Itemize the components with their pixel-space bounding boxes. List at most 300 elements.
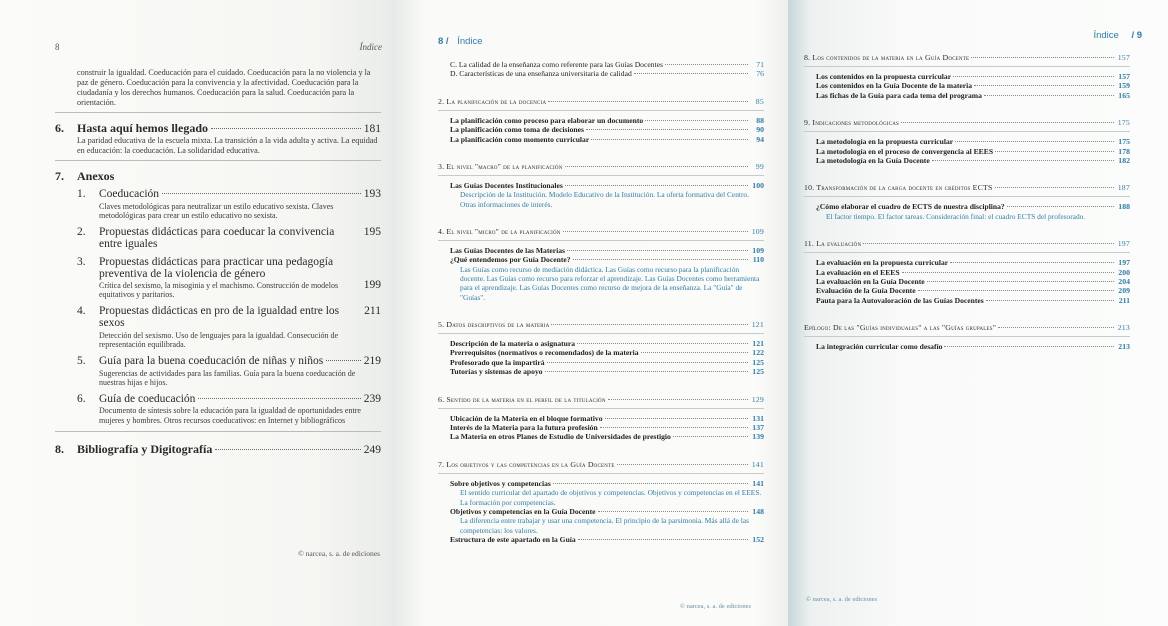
leader-dots: [548, 101, 748, 102]
annex-item: [77, 355, 381, 388]
annex-item: [77, 305, 381, 350]
entry-page: 88: [756, 115, 764, 125]
chapter-number: 6.: [55, 121, 64, 135]
toc-entry: [450, 423, 764, 432]
leader-dots: [567, 250, 748, 251]
annex-title: Propuestas didácticas para practicar una pedagogía preventiva de la violencia de género: [99, 255, 334, 281]
section-entries: [438, 479, 764, 544]
entry-page: 152: [752, 534, 764, 544]
section-heading-text: 10. Transformación de la carga docente en créditos ECTS: [804, 183, 993, 193]
annex-body: [99, 226, 381, 251]
leader-dots: [971, 57, 1114, 58]
toc-entry: [816, 286, 1130, 295]
section-page: 175: [1117, 118, 1130, 128]
entry-page: 131: [752, 413, 764, 423]
leader-dots: [565, 185, 748, 186]
section-page: 85: [755, 96, 764, 106]
toc-section: [438, 227, 764, 320]
entry-text: La metodología en el proceso de convergencia al EEES: [816, 146, 994, 156]
leader-dots: [573, 259, 748, 260]
divider: [438, 110, 764, 111]
left-book-page: [0, 0, 392, 626]
leader-dots: [565, 166, 748, 167]
toc-entry: [816, 277, 1130, 286]
entry-page: 200: [1118, 267, 1130, 277]
toc-entry: [816, 202, 1130, 211]
entry-text: La evaluación en el EEES: [816, 267, 900, 277]
annex-body: [99, 188, 381, 221]
spacer: [804, 352, 1130, 370]
entry-page: 100: [752, 181, 764, 191]
entry-page: 76: [756, 69, 764, 79]
leader-dots: [326, 360, 361, 361]
entry-page: 148: [752, 506, 764, 516]
divider: [438, 240, 764, 241]
entry-text: Ubicación de la Materia en el bloque formativo: [450, 413, 603, 423]
toc-section: [438, 162, 764, 227]
toc-entry: [816, 81, 1130, 90]
section-entries: [438, 116, 764, 144]
leader-dots: [932, 160, 1114, 161]
entry-text: Objetivos y competencias en la Guía Docente: [450, 506, 596, 516]
toc-list: [804, 53, 1130, 370]
entry-text: La planificación como toma de decisiones: [450, 125, 584, 135]
annex-description: Crítica del sexismo, la misoginia y el machismo. Construcción de modelos equitativos y paritarios.: [99, 280, 339, 300]
annex-item: [77, 393, 381, 426]
leader-dots: [617, 464, 748, 465]
annex-number: 4.: [77, 304, 86, 317]
leader-dots: [547, 362, 748, 363]
annex-page: 219: [363, 355, 381, 368]
annex-description: Documento de síntesis sobre la educación para la igualdad de oportunidades entre mujeres y hombres. Otros recursos coeducativos: en Internet y bibliográficos: [99, 406, 361, 425]
section-page: 129: [751, 394, 764, 404]
toc-section: [438, 395, 764, 460]
annex-body: [99, 355, 381, 388]
annex-title: Propuestas didácticas para coeducar la convivencia entre iguales: [99, 225, 335, 251]
chapter-6: [55, 121, 381, 136]
entry-description: El sentido curricular del apartado de objetivos y competencias. Objetivos y competencias en el EEES. La formación por competencias.: [460, 488, 762, 507]
section-heading: [804, 323, 1130, 333]
annex-item: [77, 256, 381, 300]
section-heading-text: 8. Los contenidos de la materia en la Guía Docente: [804, 53, 970, 62]
leader-dots: [998, 327, 1114, 328]
entry-page: 94: [756, 134, 764, 144]
leader-dots: [665, 64, 748, 65]
leader-dots: [591, 139, 748, 140]
entry-text: C. La calidad de la enseñanza como referente para las Guías Docentes: [450, 60, 663, 69]
annex-body: [99, 305, 381, 350]
entry-page: 188: [1118, 202, 1130, 212]
leader-dots: [551, 324, 748, 325]
spacer: [804, 165, 1130, 183]
entry-page: 211: [1118, 295, 1130, 305]
page-footer: © narcea, s. a. de ediciones: [806, 596, 877, 603]
entry-text: Las Guías Docentes Institucionales: [450, 181, 563, 191]
toc-entry: [450, 535, 764, 544]
leader-dots: [902, 272, 1114, 273]
entry-page: 213: [1118, 342, 1130, 352]
toc-entry: [816, 91, 1130, 100]
page-number: 8: [55, 42, 60, 52]
toc-entry: [450, 255, 764, 264]
annex-title: Coeducación: [99, 188, 160, 200]
entry-text: La planificación como proceso para elaborar un documento: [450, 115, 644, 125]
section-entries: [804, 342, 1130, 351]
annex-page: 199: [363, 278, 381, 291]
toc-section: [804, 239, 1130, 323]
divider: [804, 252, 1130, 253]
entry-page: 157: [1118, 72, 1130, 81]
section-heading: [804, 239, 1130, 249]
right-book-page: [788, 0, 1168, 626]
section-heading: [438, 460, 764, 470]
spacer: [438, 209, 764, 227]
leader-dots: [641, 352, 748, 353]
chapter-number: 8.: [55, 442, 64, 457]
leader-dots: [995, 151, 1114, 152]
entry-text: Tutorías y sistemas de apoyo: [450, 367, 543, 377]
entry-description: Las Guías como recurso de mediación didáctica. Las Guías como recurso para la planificación docente. Las Guías como recurso para reforzar el aprendizaje. Las Guías Docentes como herramienta para el aprendizaje. Las Guías Docentes como recurso de mejora de la enseñanza. La "Guía" de "Guías".: [460, 264, 760, 302]
spacer: [804, 305, 1130, 323]
toc-section: [804, 323, 1130, 369]
toc-entry: [450, 348, 764, 357]
section-page: 109: [751, 227, 764, 237]
entry-page: 110: [752, 255, 764, 265]
section-heading: [804, 118, 1130, 128]
entry-text: Los contenidos en la Guía Docente de la materia: [816, 81, 973, 91]
entry-page: 71: [756, 60, 764, 69]
section-heading: [804, 53, 1130, 63]
section-entries: [438, 60, 764, 79]
section-heading: [804, 183, 1130, 193]
section-title: Índice: [1093, 30, 1119, 41]
chapter-8: [55, 442, 381, 457]
entry-page: 159: [1118, 81, 1130, 91]
section-heading-text: 7. Los objetivos y las competencias en la Guía Docente: [438, 459, 615, 469]
page-header: [1093, 30, 1142, 41]
leader-dots: [974, 85, 1114, 86]
annex-number: 3.: [77, 255, 86, 268]
section-entries: [438, 414, 764, 442]
annex-item: [77, 188, 381, 221]
entry-page: 125: [752, 367, 764, 377]
entry-text: Profesorado que la impartirá: [450, 357, 545, 367]
entry-text: D. Características de una enseñanza universitaria de calidad: [450, 69, 632, 79]
annex-title: Guía para la buena coeducación de niñas y niños: [99, 355, 324, 368]
continued-description: construir la igualdad. Coeducación para el cuidado. Coeducación para la no violencia y la paz de género. Coeducación para la convivencia y la afectividad. Coeducación para la ciudadanía y los derechos humanos. Coeducación para la salud. Coeducación para la orientación.: [77, 68, 371, 107]
spacer: [438, 442, 764, 460]
leader-dots: [634, 73, 748, 74]
leader-dots: [950, 262, 1114, 263]
toc-entry: [816, 342, 1130, 351]
toc-entry: [816, 268, 1130, 277]
divider: [804, 66, 1130, 67]
toc-body: [55, 68, 381, 457]
leader-dots: [953, 76, 1114, 77]
divider: [55, 431, 381, 432]
leader-dots: [545, 371, 748, 372]
entry-text: La planificación como momento curricular: [450, 134, 590, 144]
leader-dots: [984, 95, 1114, 96]
entry-page: 209: [1118, 286, 1130, 296]
divider: [438, 408, 764, 409]
entry-text: Los contenidos en la propuesta curricular: [816, 72, 952, 81]
leader-dots: [211, 128, 361, 129]
entry-page: 141: [752, 478, 764, 488]
entry-text: Interés de la Materia para la futura profesión: [450, 423, 598, 433]
annex-description: Detección del sexismo. Uso de lenguajes para la igualdad. Consecución de representación equilibrada.: [99, 330, 339, 350]
page-footer: © narcea, s. a. de ediciones: [680, 603, 751, 610]
section-entries: [804, 258, 1130, 305]
leader-dots: [578, 539, 748, 540]
entry-description: Descripción de la Institución. Modelo Educativo de la Institución. La oferta formativa del Centro. Otras informaciones de interés.: [460, 190, 749, 209]
chapter-title: Bibliografía y Digitografía: [77, 442, 213, 457]
annex-title: Propuestas didácticas en pro de la igualdad entre los sexos: [99, 304, 340, 330]
entry-page: 137: [752, 423, 764, 433]
section-heading: [438, 395, 764, 405]
leader-dots: [944, 346, 1114, 347]
divider: [55, 160, 381, 161]
divider: [55, 112, 381, 113]
annex-number: 5.: [77, 355, 86, 368]
entry-text: La metodología en la Guía Docente: [816, 156, 930, 166]
entry-text: Las fichas de la Guía para cada tema del programa: [816, 90, 982, 100]
section-title: Índice: [359, 42, 382, 52]
chapter-number: 7.: [55, 169, 64, 183]
section-heading-text: 4. El nivel "micro" de la planificación: [438, 227, 561, 237]
section-page: 157: [1117, 53, 1130, 62]
entry-text: La Materia en otros Planes de Estudio de Universidades de prestigio: [450, 432, 671, 442]
toc-entry: [816, 72, 1130, 81]
toc-entry: [816, 258, 1130, 267]
leader-dots: [1007, 206, 1114, 207]
chapter-description: La paridad educativa de la escuela mixta. La transición a la vida adulta y activa. La equidad en educación: la coeducación. La solidaridad educativa.: [77, 136, 378, 155]
leader-dots: [995, 187, 1114, 188]
leader-dots: [600, 427, 748, 428]
chapter-page: 249: [363, 444, 381, 457]
toc-section: [438, 460, 764, 562]
section-heading: [438, 227, 764, 237]
leader-dots: [162, 193, 361, 194]
divider: [804, 196, 1130, 197]
leader-dots: [955, 141, 1114, 142]
entry-text: ¿Qué entendemos por Guía Docente?: [450, 255, 571, 265]
spacer: [438, 302, 764, 320]
entry-page: 175: [1118, 137, 1130, 147]
section-entries: [804, 202, 1130, 221]
toc-entry: [816, 137, 1130, 146]
chapter-page: 181: [363, 123, 381, 135]
entry-description: La diferencia entre trabajar y usar una competencia. El principio de la parsimonia. Más allá de las competencias: los valores.: [460, 516, 749, 535]
annex-title-row: [99, 256, 381, 281]
annex-number: 2.: [77, 225, 86, 238]
section-heading-text: 9. Indicaciones metodológicas: [804, 118, 899, 128]
page-footer: © narcea, s. a. de ediciones: [298, 549, 380, 558]
section-title: Índice: [457, 36, 483, 47]
entry-text: La metodología en la propuesta curricular: [816, 137, 954, 147]
entry-page: 122: [752, 348, 764, 358]
section-page: 141: [751, 459, 764, 469]
section-entries: [438, 181, 764, 209]
entry-text: Las Guías Docentes de las Materias: [450, 246, 565, 256]
entry-text: Descripción de la materia o asignatura: [450, 339, 576, 349]
entry-page: 165: [1118, 90, 1130, 100]
toc-section: [804, 53, 1130, 118]
toc-entry: [450, 135, 764, 144]
annex-page: 193: [363, 188, 381, 200]
toc-entry: [450, 181, 764, 190]
annex-description: Sugerencias de actividades para las familias. Guía para la buena coeducación de nuestras hijas e hijos.: [99, 368, 356, 388]
entry-page: 197: [1118, 258, 1130, 268]
entry-page: 109: [752, 246, 764, 256]
leader-dots: [598, 511, 748, 512]
annex-description-row: [99, 278, 381, 300]
section-entries: [804, 137, 1130, 165]
divider: [804, 131, 1130, 132]
section-heading: [438, 97, 764, 107]
annex-body: [99, 393, 381, 426]
entry-page: 90: [756, 125, 764, 135]
divider: [804, 336, 1130, 337]
annex-page: 239: [363, 392, 381, 405]
section-heading-text: 2. La planificación de la docencia: [438, 96, 547, 106]
toc-entry: [450, 246, 764, 255]
leader-dots: [986, 300, 1114, 301]
toc-entry: [450, 116, 764, 125]
chapter-title: Anexos: [77, 169, 115, 183]
annex-title-row: [99, 305, 381, 330]
entry-page: 204: [1118, 276, 1130, 286]
spacer: [438, 144, 764, 162]
entry-text: Estructura de este apartado en la Guía: [450, 534, 576, 544]
section-heading-text: 6. Sentido de la materia en el perfil de la titulación: [438, 394, 606, 404]
annex-title-row: [99, 393, 381, 406]
leader-dots: [198, 398, 360, 399]
leader-dots: [608, 399, 748, 400]
toc-entry: [816, 296, 1130, 305]
toc-entry: [450, 507, 764, 516]
leader-dots: [918, 290, 1114, 291]
spacer: [438, 544, 764, 562]
annex-page: 195: [363, 225, 381, 238]
divider: [438, 333, 764, 334]
section-page: 99: [755, 162, 764, 172]
annex-list: [77, 188, 381, 425]
section-heading-text: Epílogo: De las "Guías individuales" a las "Guías grupales": [804, 323, 997, 333]
leader-dots: [553, 483, 748, 484]
leader-dots: [901, 122, 1114, 123]
leader-dots: [215, 449, 360, 450]
leader-dots: [577, 343, 748, 344]
leader-dots: [605, 418, 749, 419]
annex-number: 1.: [77, 188, 86, 200]
leader-dots: [863, 243, 1114, 244]
spacer: [438, 79, 764, 97]
section-heading: [438, 320, 764, 330]
spacer: [438, 377, 764, 395]
leader-dots: [673, 436, 748, 437]
page-number: 8 /: [438, 36, 449, 47]
center-book-page: [392, 0, 788, 626]
annex-title-row: [99, 226, 381, 251]
section-entries: [804, 72, 1130, 100]
entry-page: 139: [752, 432, 764, 442]
section-page: 213: [1117, 323, 1130, 333]
entry-text: Prerrequisitos (normativos o recomendados) de la materia: [450, 348, 639, 358]
toc-entry: [816, 147, 1130, 156]
entry-page: 182: [1118, 156, 1130, 166]
toc-entry: [450, 125, 764, 134]
section-page: 121: [751, 320, 764, 330]
annex-page: 211: [364, 304, 381, 317]
toc-entry: [450, 339, 764, 348]
entry-page: 125: [752, 357, 764, 367]
toc-entry: [450, 414, 764, 423]
toc-entry: [450, 358, 764, 367]
toc-section: [438, 60, 764, 97]
toc-entry: [450, 69, 764, 78]
toc-list: [438, 60, 764, 562]
spacer: [804, 221, 1130, 239]
section-heading-text: 11. La evaluación: [804, 239, 862, 249]
toc-entry: [450, 432, 764, 441]
divider: [438, 175, 764, 176]
leader-dots: [645, 120, 748, 121]
toc-section: [804, 118, 1130, 183]
toc-entry: [450, 367, 764, 376]
leader-dots: [927, 281, 1114, 282]
entry-text: Pauta para la Autovaloración de las Guías Docentes: [816, 295, 984, 305]
section-heading-text: 3. El nivel "macro" de la planificación: [438, 162, 563, 172]
section-page: 197: [1117, 239, 1130, 249]
leader-dots: [586, 129, 748, 130]
entry-text: La integración curricular como desafío: [816, 342, 943, 352]
annex-title-row: [99, 355, 381, 368]
entry-description: El factor tiempo. El factor tareas. Consideración final: el cuadro ECTS del profesorado.: [826, 211, 1086, 221]
section-heading: [438, 162, 764, 172]
annex-title: Guía de coeducación: [99, 392, 196, 405]
spacer: [804, 100, 1130, 118]
toc-entry: [816, 156, 1130, 165]
annex-number: 6.: [77, 392, 86, 405]
annex-body: [99, 256, 381, 300]
page-number: / 9: [1131, 30, 1142, 41]
annex-title-row: [99, 188, 381, 201]
toc-section: [804, 183, 1130, 239]
entry-text: Evaluación de la Guía Docente: [816, 286, 916, 296]
leader-dots: [563, 231, 748, 232]
divider: [438, 473, 764, 474]
entry-text: Sobre objetivos y competencias: [450, 478, 551, 488]
chapter-title: Hasta aquí hemos llegado: [77, 121, 209, 135]
section-entries: [438, 246, 764, 302]
entry-text: La evaluación en la Guía Docente: [816, 276, 925, 286]
toc-entry: [450, 60, 764, 69]
chapter-7: [55, 169, 381, 183]
entry-page: 121: [752, 339, 764, 349]
page-header: [438, 36, 483, 47]
section-entries: [438, 339, 764, 377]
entry-text: ¿Cómo elaborar el cuadro de ECTS de nuestra disciplina?: [816, 202, 1005, 212]
entry-page: 178: [1118, 146, 1130, 156]
entry-text: La evaluación en la propuesta curricular: [816, 258, 949, 268]
annex-item: [77, 226, 381, 251]
annex-description: Claves metodológicas para neutralizar un estilo educativo sexista. Claves metodológicas para crear un estilo educativo no sexista.: [99, 201, 334, 221]
toc-entry: [450, 479, 764, 488]
toc-section: [438, 97, 764, 162]
section-heading-text: 5. Datos descriptivos de la materia: [438, 320, 550, 330]
toc-section: [438, 320, 764, 395]
